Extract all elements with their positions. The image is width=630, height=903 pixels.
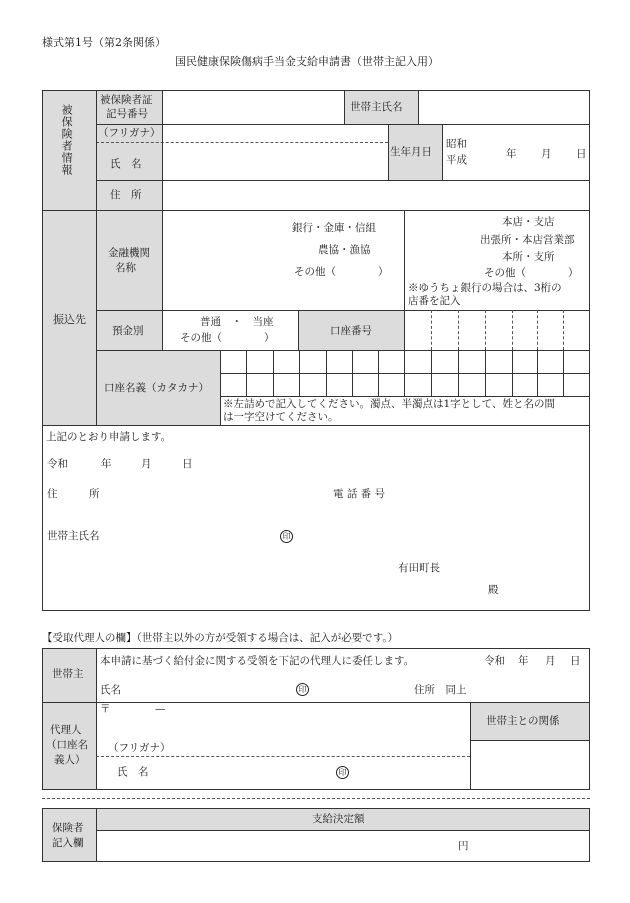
householder-name-label: 世帯主氏名: [350, 101, 403, 113]
proxy-householder-label: 世帯主: [52, 668, 84, 680]
amount-label: 支給決定額: [312, 813, 365, 825]
proxy-day: 日: [570, 655, 581, 667]
branch-line2[interactable]: 出張所・本店営業部: [480, 234, 575, 246]
deposit-type-label: 預金別: [112, 325, 144, 337]
seal-mark: 印: [280, 530, 293, 543]
agent-label-2: （口座名: [46, 739, 88, 751]
declaration-date-era: 令和: [47, 458, 68, 470]
delegation-text: 本申請に基づく給付金に関する受領を下記の代理人に委任します。: [100, 655, 415, 667]
proxy-year: 年: [518, 655, 529, 667]
furigana-field[interactable]: [162, 125, 388, 142]
birth-month-unit: 月: [541, 148, 552, 160]
agent-seal-mark: 印: [336, 766, 349, 779]
postal-mark: 〒: [100, 703, 111, 715]
proxy-month: 月: [545, 655, 556, 667]
account-holder-label: 口座名義（カタカナ）: [104, 382, 209, 394]
yucho-note-1: ※ゆうちょ銀行の場合は、3桁の: [408, 282, 562, 294]
yucho-note-2: 店番を記入: [408, 295, 461, 307]
proxy-name-label: 氏名: [100, 684, 121, 696]
yen-unit: 円: [458, 840, 469, 852]
declaration-address-label: 住 所: [47, 488, 100, 500]
amount-field[interactable]: [97, 831, 589, 861]
deposit-type-line1[interactable]: 普通 ・ 当座: [200, 316, 274, 328]
card-number-field[interactable]: [162, 91, 344, 124]
relation-field[interactable]: [471, 741, 589, 789]
institution-label-1: 金融機関: [108, 247, 150, 259]
era-showa[interactable]: 昭和: [446, 138, 467, 150]
cut-line: [42, 798, 590, 799]
account-holder-note-1: ※左詰めで記入してください。濁点、半濁点は1字として、姓と名の間: [223, 398, 555, 410]
account-holder-grid[interactable]: [221, 351, 589, 396]
postal-dash: —: [155, 703, 166, 715]
branch-line3[interactable]: 本所・支所: [502, 251, 555, 263]
declaration-month: 月: [141, 458, 152, 470]
branch-line4[interactable]: その他（ ）: [484, 267, 579, 279]
furigana-label: （フリガナ）: [98, 127, 161, 139]
address-label: 住 所: [110, 189, 142, 201]
mayor-label: 有田町長: [398, 562, 440, 574]
institution-label-2: 名称: [115, 262, 136, 274]
householder-name-field[interactable]: [418, 91, 589, 124]
honorific: 殿: [488, 584, 499, 596]
deposit-type-line2[interactable]: その他（ ）: [180, 332, 275, 344]
proxy-address-label: 住所 同上: [414, 684, 467, 696]
birth-year-unit: 年: [506, 148, 517, 160]
agent-address-field[interactable]: [97, 703, 469, 739]
insured-section-label: 被保険者情報: [60, 104, 74, 176]
declaration-year: 年: [101, 458, 112, 470]
account-number-field[interactable]: [405, 311, 589, 350]
proxy-heading: 【受取代理人の欄】（世帯主以外の方が受領する場合は、記入が必要です。）: [42, 632, 399, 644]
address-field[interactable]: [162, 181, 589, 210]
agent-label-3: 義人）: [54, 754, 86, 766]
agent-furigana-label: （フリガナ）: [108, 742, 171, 754]
birth-day-unit: 日: [576, 148, 587, 160]
name-field[interactable]: [162, 143, 388, 180]
proxy-date-era: 令和: [484, 655, 505, 667]
era-heisei[interactable]: 平成: [446, 154, 467, 166]
declaration-statement: 上記のとおり申請します。: [46, 431, 172, 443]
declaration-phone-label: 電 話 番 号: [333, 488, 386, 500]
agent-name-label: 氏 名: [117, 766, 149, 778]
name-label: 氏 名: [110, 158, 142, 170]
bank-type-line1[interactable]: 銀行・金庫・信組: [292, 222, 376, 234]
birthdate-label: 生年月日: [390, 146, 432, 158]
insurer-label-2: 記入欄: [52, 837, 84, 849]
branch-line1[interactable]: 本店・支店: [502, 216, 555, 228]
declaration-day: 日: [182, 458, 193, 470]
form-title: 国民健康保険傷病手当金支給申請書（世帯主記入用）: [175, 55, 439, 68]
bank-type-line3[interactable]: その他（ ）: [294, 266, 389, 278]
insurer-label-1: 保険者: [52, 822, 84, 834]
relation-label: 世帯主との関係: [486, 715, 560, 727]
card-number-label-2: 記号番号: [106, 108, 148, 120]
card-number-label-1: 被保険者証: [100, 94, 153, 106]
bank-type-line2[interactable]: 農協・漁協: [318, 244, 371, 256]
form-number: 様式第1号（第2条関係）: [42, 36, 166, 49]
account-holder-note-2: は一字空けてください。: [223, 411, 339, 423]
bank-section-label: 振込先: [53, 313, 86, 326]
agent-label-1: 代理人: [50, 724, 82, 736]
proxy-seal-mark: 印: [296, 683, 309, 696]
account-number-label: 口座番号: [330, 325, 372, 337]
declaration-householder-label: 世帯主氏名: [47, 530, 100, 542]
